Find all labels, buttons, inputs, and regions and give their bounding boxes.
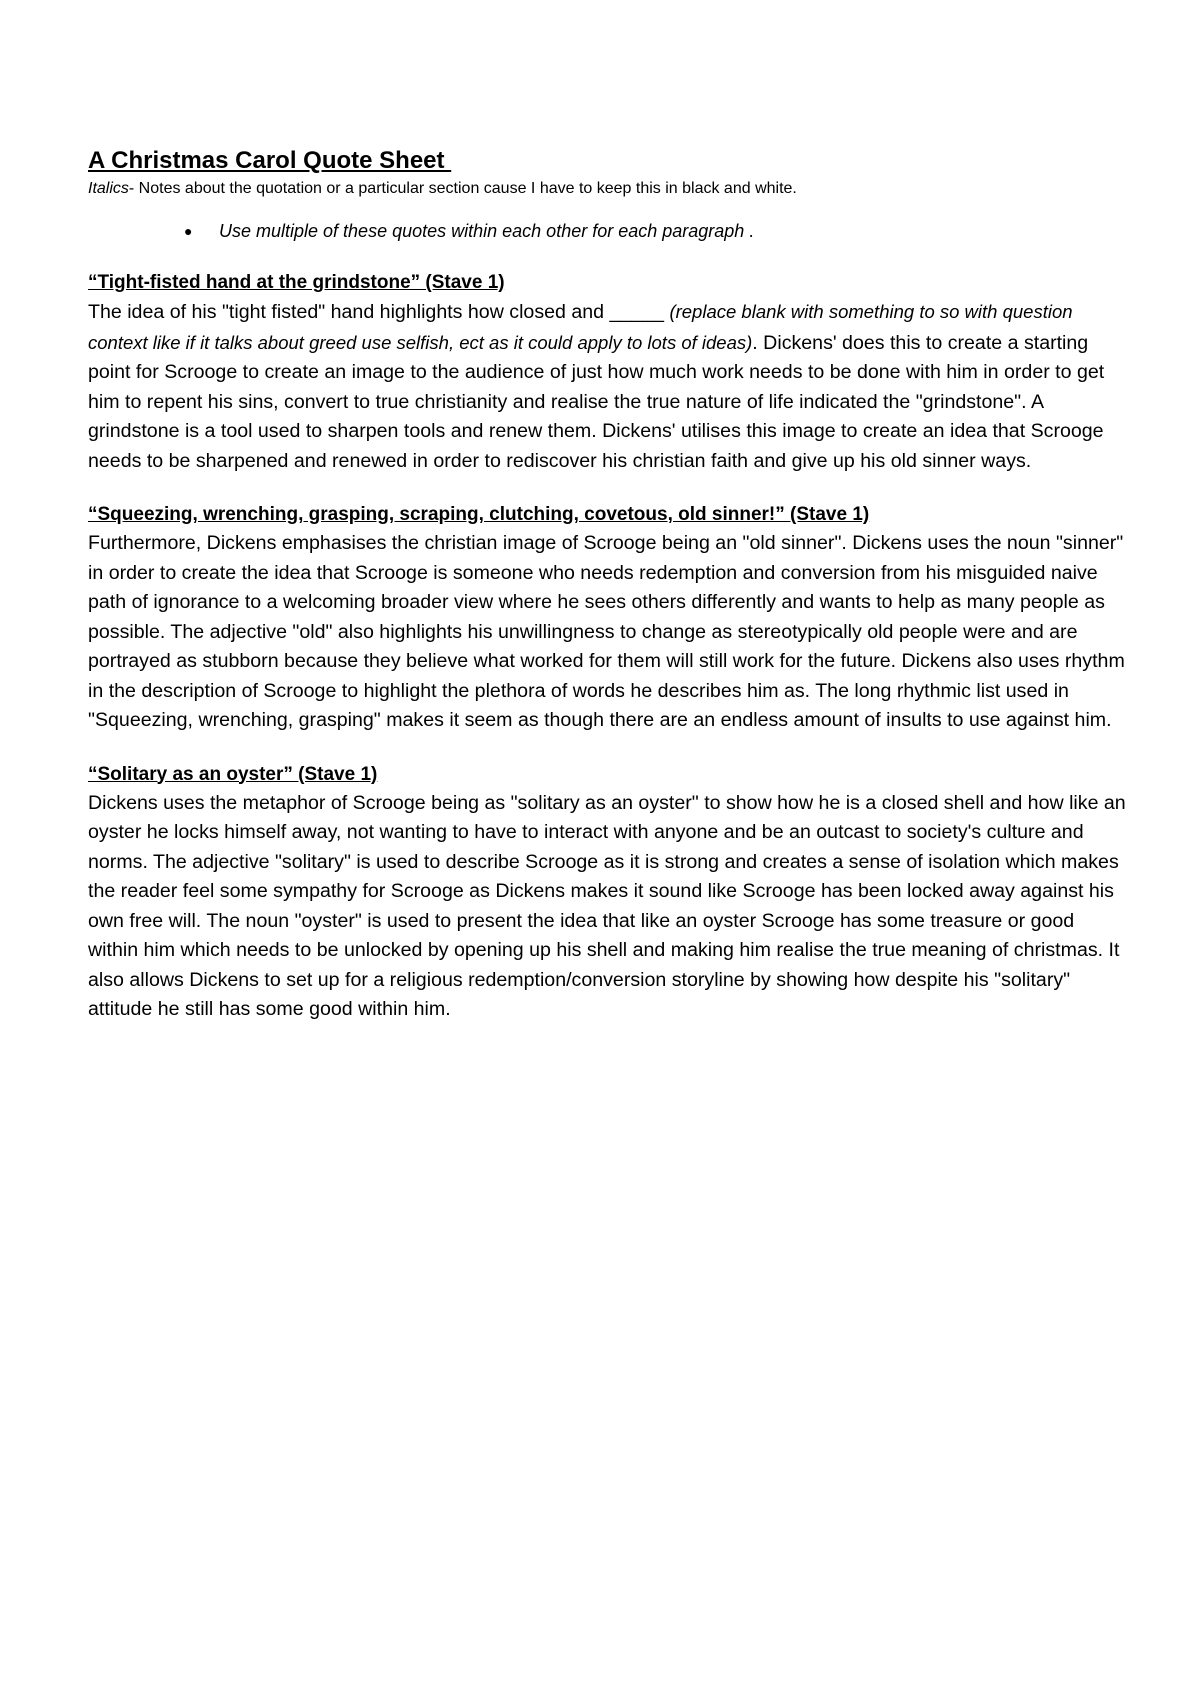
section-body <box>88 297 1128 476</box>
document-page <box>88 146 1128 1025</box>
bullet-dot-icon: ● <box>184 223 193 239</box>
section-heading: “Squeezing, wrenching, grasping, scraping, clutching, covetous, old sinner!” (Stave 1) <box>88 504 870 525</box>
body-text-start: The idea of his "tight fisted" hand highlights how closed and _____ <box>88 301 670 323</box>
section-oyster <box>88 760 1128 1025</box>
document-title: A Christmas Carol Quote Sheet <box>88 147 452 174</box>
section-body: Dickens uses the metaphor of Scrooge being as "solitary as an oyster" to show how he is a closed shell and how like an oyster he locks himself away, not wanting to have to interact with anyone and be an outcast to society's culture and norms. The adjective "solitary" is used to describe Scrooge as it is strong and creates a sense of isolation which makes the reader feel some sympathy for Scrooge as Dickens makes it sound like Scrooge has been locked away against his own free will. The noun "oyster" is used to present the idea that like an oyster Scrooge has some treasure or good within him which needs to be unlocked by opening up his shell and making him realise the true meaning of christmas. It also allows Dickens to set up for a religious redemption/conversion storyline by showing how despite his "solitary" attitude he still has some good within him. <box>88 791 1126 1020</box>
bullet-text: Use multiple of these quotes within each other for each paragraph . <box>219 221 755 241</box>
bullet-list <box>88 218 1128 244</box>
legend-italic-label: Italics <box>88 180 129 197</box>
section-grindstone <box>88 268 1128 476</box>
legend-text: - Notes about the quotation or a particular section cause I have to keep this in black and white. <box>128 180 797 197</box>
section-old-sinner <box>88 500 1128 736</box>
section-heading: “Tight-fisted hand at the grindstone” (Stave 1) <box>88 272 505 293</box>
section-body: Furthermore, Dickens emphasises the christian image of Scrooge being an "old sinner". Dickens uses the noun "sinner" in order to create the idea that Scrooge is someone who needs redemption and conversion from his misguided naive path of ignorance to a welcoming broader view where he sees others differently and wants to help as many people as possible. The adjective "old" also highlights his unwillingness to change as stereotypically old people were and are portrayed as stubborn because they believe what worked for them will still work for the future. Dickens also uses rhythm in the description of Scrooge to highlight the plethora of words he describes him as. The long rhythmic list used in "Squeezing, wrenching, grasping" makes it seem as though there are an endless amount of insults to use against him. <box>88 532 1125 731</box>
section-heading: “Solitary as an oyster” (Stave 1) <box>88 763 378 785</box>
legend-line <box>88 178 1128 200</box>
bullet-item <box>88 218 1128 244</box>
body-text-end: . Dickens' does this to create a starting point for Scrooge to create an image to the audience of just how much work needs to be done with him in order to get him to repent his sins, convert to true christianity and realise the true nature of life indicated the "grindstone". A grindstone is a tool used to sharpen tools and renew them. Dickens' utilises this image to create an idea that Scrooge needs to be sharpened and renewed in order to rediscover his christian faith and give up his old sinner ways. <box>88 331 1105 472</box>
body-italic-note: (replace blank with something to so with question context like if it talks about greed use selfish, ect as it could apply to lots of ideas) <box>88 301 1073 353</box>
